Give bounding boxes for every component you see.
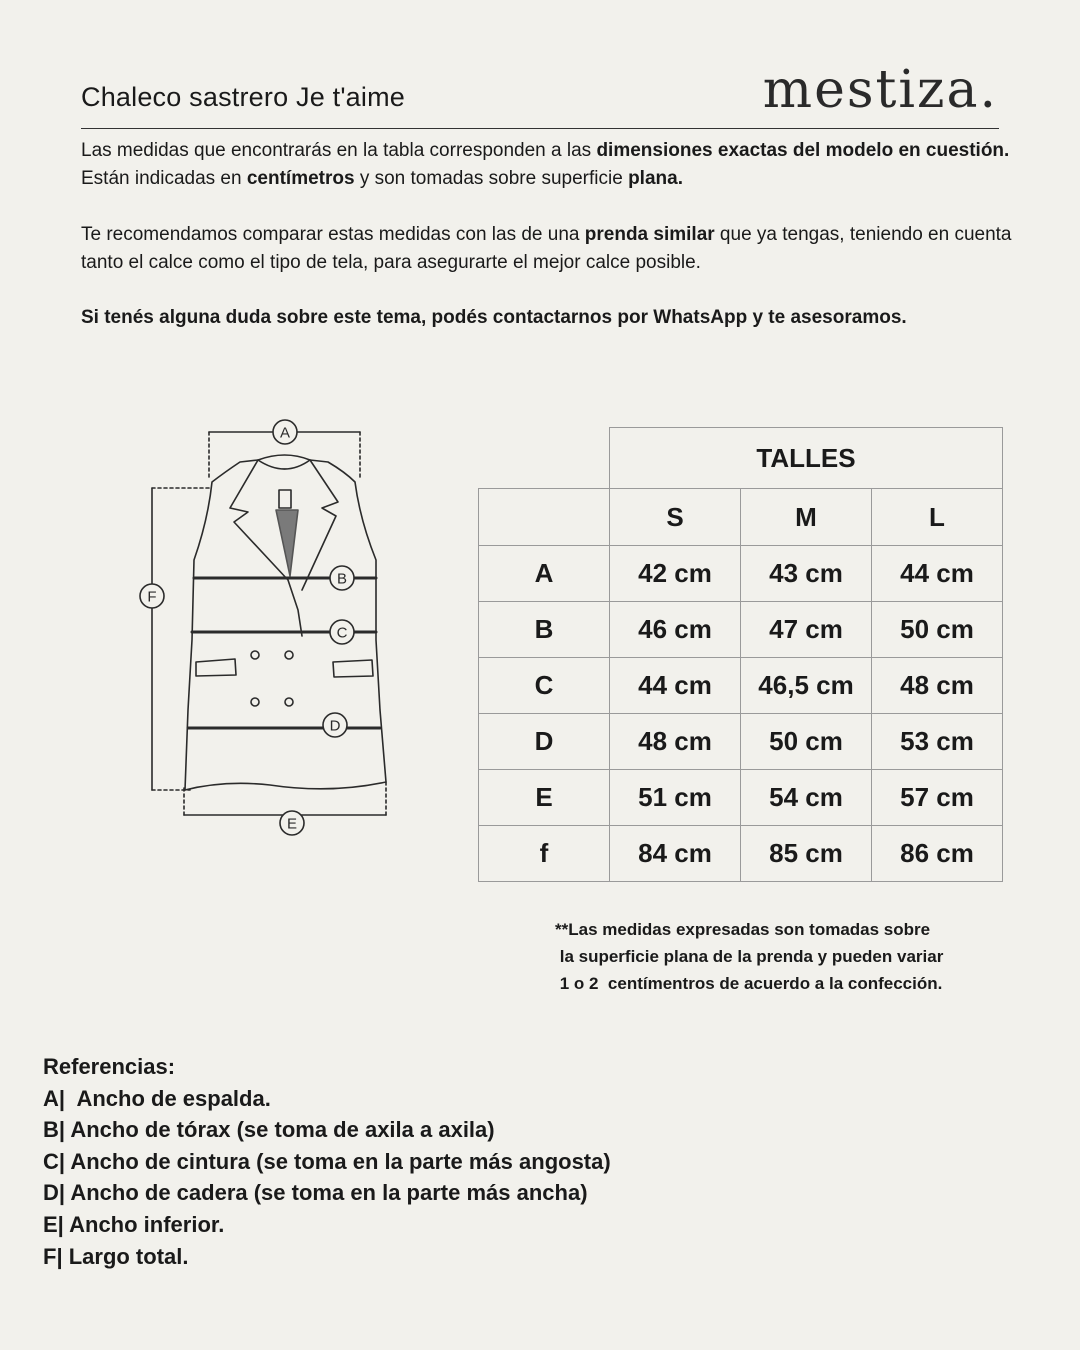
size-table <box>478 427 1003 882</box>
vest-diagram <box>130 410 410 840</box>
intro-text-segment: y son tomadas sobre superficie <box>354 168 629 189</box>
table-cell: 48 cm <box>872 658 1003 714</box>
vest-back-collar <box>258 455 310 460</box>
table-cell: 50 cm <box>872 602 1003 658</box>
table-cell: 44 cm <box>872 546 1003 602</box>
reference-item: E| Ancho inferior. <box>43 1211 225 1237</box>
reference-item: F| Largo total. <box>43 1243 189 1269</box>
header-divider <box>81 128 999 129</box>
table-header-row <box>479 428 1003 489</box>
note-line: 1 o 2 centímentros de acuerdo a la confección. <box>555 974 943 993</box>
row-label: C <box>479 658 610 714</box>
brand-logo: mestiza. <box>762 60 998 120</box>
table-cell: 46 cm <box>610 602 741 658</box>
row-label: E <box>479 770 610 826</box>
table-cell: 48 cm <box>610 714 741 770</box>
table-cell: 53 cm <box>872 714 1003 770</box>
reference-item: B| Ancho de tórax (se toma de axila a axila) <box>43 1117 495 1143</box>
references <box>43 1051 611 1272</box>
size-header-l: L <box>872 489 1003 546</box>
table-cell: 84 cm <box>610 826 741 882</box>
diagram-label-f: F <box>147 588 157 606</box>
table-row <box>479 602 1003 658</box>
intro-bold-segment: prenda similar <box>584 224 715 245</box>
page-title: Chaleco sastrero Je t'aime <box>81 82 405 112</box>
row-label: f <box>479 826 610 882</box>
table-cell: 85 cm <box>741 826 872 882</box>
table-cell: 54 cm <box>741 770 872 826</box>
diagram-label-a: A <box>279 424 291 442</box>
table-sizes-row <box>479 489 1003 546</box>
table-cell: 42 cm <box>610 546 741 602</box>
table-row <box>479 714 1003 770</box>
reference-item: C| Ancho de cintura (se toma en la parte más angosta) <box>43 1148 611 1174</box>
table-cell: 57 cm <box>872 770 1003 826</box>
intro-paragraph-1 <box>81 137 1021 193</box>
diagram-label-d: D <box>329 717 341 735</box>
intro-text-segment: Las medidas que encontrarás en la tabla corresponden a las <box>81 140 597 161</box>
row-label: A <box>479 546 610 602</box>
table-row <box>479 826 1003 882</box>
table-cell: 51 cm <box>610 770 741 826</box>
measurement-note <box>555 916 1025 997</box>
intro-text-segment: Están indicadas en <box>81 168 247 189</box>
intro-paragraph-3 <box>81 304 1021 332</box>
table-cell: 43 cm <box>741 546 872 602</box>
table-cell: 50 cm <box>741 714 872 770</box>
table-row <box>479 546 1003 602</box>
vest-right-pocket <box>333 660 373 677</box>
reference-item: D| Ancho de cadera (se toma en la parte más ancha) <box>43 1180 588 1206</box>
intro-text-segment: Te recomendamos comparar estas medidas con las de una <box>81 224 585 245</box>
table-corner <box>479 428 610 489</box>
size-header-s: S <box>610 489 741 546</box>
intro-bold-segment: plana. <box>628 168 683 189</box>
table-row <box>479 658 1003 714</box>
vest-left-pocket <box>196 659 236 676</box>
intro-paragraph-2 <box>81 221 1021 277</box>
note-line: la superficie plana de la prenda y pueden variar <box>555 947 944 966</box>
talles-header: TALLES <box>610 428 1003 489</box>
table-corner-cell <box>479 489 610 546</box>
diagram-label-b: B <box>336 570 348 588</box>
table-cell: 46,5 cm <box>741 658 872 714</box>
intro-bold-segment: centímetros <box>246 168 355 189</box>
vest-label-tag <box>279 490 291 508</box>
table-row <box>479 770 1003 826</box>
intro-bold-segment: dimensiones exactas del modelo en cuestión. <box>596 140 1010 161</box>
size-header-m: M <box>741 489 872 546</box>
table-cell: 44 cm <box>610 658 741 714</box>
diagram-label-c: C <box>336 624 348 642</box>
intro-text-segment: que ya tengas, teniendo en cuenta tanto el calce como el tipo de tela, para asegurarte el mejor calce posible. <box>81 224 1012 273</box>
diagram-label-e: E <box>286 815 298 833</box>
table-cell: 86 cm <box>872 826 1003 882</box>
references-title: Referencias: <box>43 1054 176 1079</box>
note-line: **Las medidas expresadas son tomadas sobre <box>555 920 931 939</box>
row-label: B <box>479 602 610 658</box>
row-label: D <box>479 714 610 770</box>
intro-text <box>81 137 1021 332</box>
table-cell: 47 cm <box>741 602 872 658</box>
whatsapp-note: Si tenés alguna duda sobre este tema, podés contactarnos por WhatsApp y te asesoramos. <box>81 307 907 328</box>
reference-item: A| Ancho de espalda. <box>43 1085 271 1111</box>
